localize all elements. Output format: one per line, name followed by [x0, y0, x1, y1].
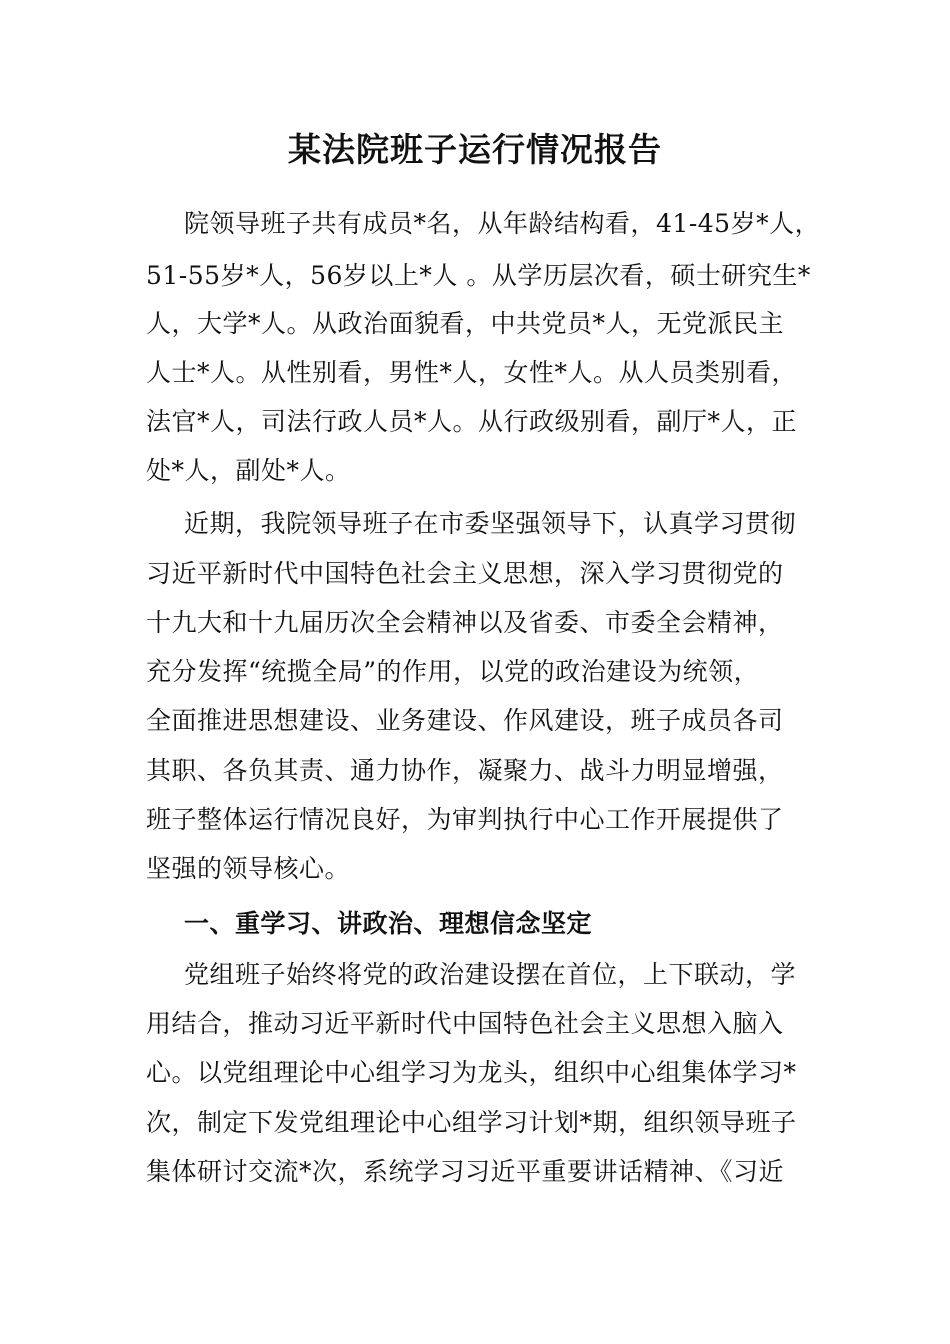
paragraph-line: 次，制定下发党组理论中心组学习计划*期，组织领导班子	[146, 1108, 797, 1137]
paragraph-line: 班子整体运行情况良好，为审判执行中心工作开展提供了	[146, 805, 784, 834]
section-heading: 一、重学习、讲政治、理想信念坚定	[184, 909, 593, 938]
paragraph-line: 人，大学*人。从政治面貌看，中共党员*人，无党派民主	[146, 309, 785, 338]
paragraph-line: 集体研讨交流*次，系统学习习近平重要讲话精神、《习近	[146, 1157, 785, 1186]
paragraph-line: 其职、各负其责、通力协作，凝聚力、战斗力明显增强，	[146, 756, 784, 785]
paragraph-line: 党组班子始终将党的政治建设摆在首位，上下联动，学	[184, 960, 797, 989]
paragraph-line: 习近平新时代中国特色社会主义思想，深入学习贯彻党的	[146, 559, 784, 588]
paragraph-line: 51-55岁*人，56岁以上*人 。从学历层次看，硕士研究生*	[146, 261, 811, 290]
paragraph-line: 近期，我院领导班子在市委坚强领导下，认真学习贯彻	[184, 509, 797, 538]
paragraph-line: 院领导班子共有成员*名，从年龄结构看，41-45岁*人，	[184, 209, 821, 238]
paragraph-line: 心。以党组理论中心组学习为龙头，组织中心组集体学习*	[146, 1058, 797, 1087]
paragraph-line: 法官*人，司法行政人员*人。从行政级别看，副厅*人，正	[146, 407, 798, 436]
paragraph-line: 十九大和十九届历次全会精神以及省委、市委全会精神，	[146, 608, 784, 637]
document-title: 某法院班子运行情况报告	[288, 130, 662, 169]
paragraph-line: 人士*人。从性别看，男性*人，女性*人。从人员类别看，	[146, 358, 798, 387]
paragraph-line: 全面推进思想建设、业务建设、作风建设，班子成员各司	[146, 706, 784, 735]
paragraph-line: 用结合，推动习近平新时代中国特色社会主义思想入脑入	[146, 1009, 784, 1038]
paragraph-line: 充分发挥“统揽全局”的作用，以党的政治建设为统领，	[146, 657, 760, 686]
paragraph-line: 处*人，副处*人。	[146, 456, 351, 485]
paragraph-line: 坚强的领导核心。	[146, 854, 351, 883]
